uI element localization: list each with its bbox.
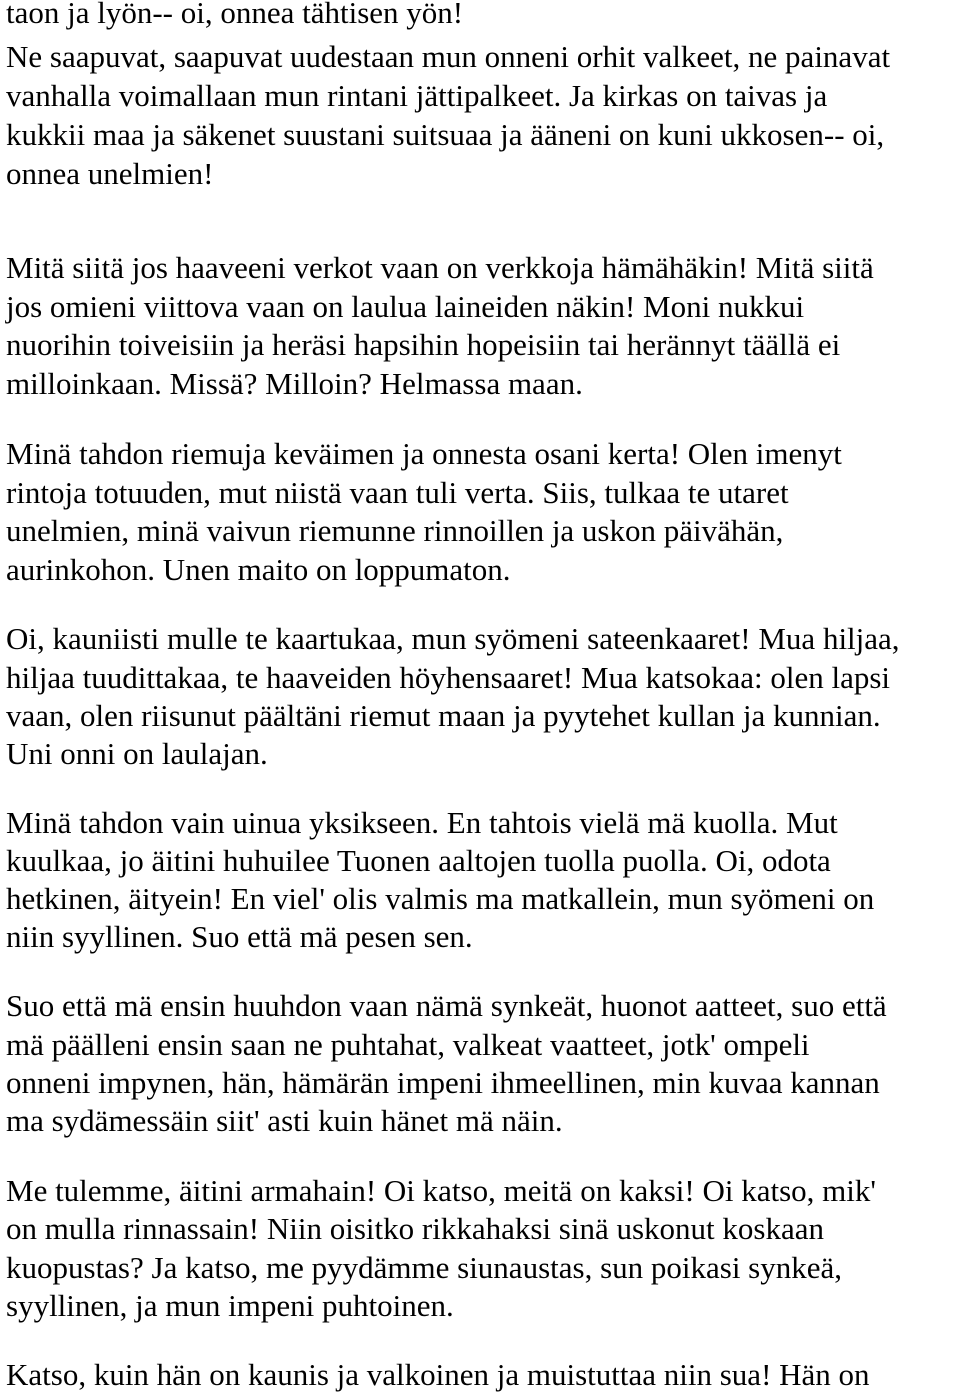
text-line: rintoja totuuden, mut niistä vaan tuli verta. Siis, tulkaa te utaret [6,475,789,510]
text-line: Katso, kuin hän on kaunis ja valkoinen ja muistuttaa niin sua! Hän on [6,1357,870,1392]
text-line: vaan, olen riisunut päältäni riemut maan ja pyytehet kullan ja kunnian. [6,698,881,733]
text-line: nuorihin toiveisiin ja heräsi hapsihin hopeisiin tai herännyt täällä ei [6,327,841,362]
text-line: Ne saapuvat, saapuvat uudestaan mun onneni orhit valkeet, ne painavat [6,39,891,74]
text-line: taon ja lyön-- oi, onnea tähtisen yön! [6,0,464,30]
text-line: onnea unelmien! [6,156,214,191]
text-line: Suo että mä ensin huuhdon vaan nämä synkeät, huonot aatteet, suo että [6,988,887,1023]
text-line: Uni onni on laulajan. [6,736,268,771]
text-line: onneni impynen, hän, hämärän impeni ihmeellinen, min kuvaa kannan [6,1065,880,1100]
text-line: hiljaa tuudittakaa, te haaveiden höyhensaaret! Mua katsokaa: olen lapsi [6,660,891,695]
text-line: aurinkohon. Unen maito on loppumaton. [6,552,511,587]
text-line: niin syyllinen. Suo että mä pesen sen. [6,919,473,954]
text-line: unelmien, minä vaivun riemunne rinnoillen ja uskon päivähän, [6,513,784,548]
text-line: Minä tahdon riemuja keväimen ja onnesta osani kerta! Olen imenyt [6,436,842,471]
text-line: kukkii maa ja säkenet suustani suitsuaa ja ääneni on kuni ukkosen-- oi, [6,117,885,152]
text-line: mä päälleni ensin saan ne puhtahat, valkeat vaatteet, jotk' ompeli [6,1027,810,1062]
text-line: kuopustas? Ja katso, me pyydämme siunaustas, sun poikasi synkeä, [6,1250,843,1285]
text-line: Minä tahdon vain uinua yksikseen. En tahtois vielä mä kuolla. Mut [6,805,838,840]
text-line: jos omieni viittova vaan on laulua laineiden näkin! Moni nukkui [6,289,805,324]
text-line: Oi, kauniisti mulle te kaartukaa, mun syömeni sateenkaaret! Mua hiljaa, [6,621,900,656]
text-line: ma sydämessäin siit' asti kuin hänet mä näin. [6,1103,563,1138]
text-line: kuulkaa, jo äitini huhuilee Tuonen aaltojen tuolla puolla. Oi, odota [6,843,831,878]
text-line: on mulla rinnassain! Niin oisitko rikkahaksi sinä uskonut koskaan [6,1211,824,1246]
text-line: milloinkaan. Missä? Milloin? Helmassa maan. [6,366,583,401]
text-line: Mitä siitä jos haaveeni verkot vaan on verkkoja hämähäkin! Mitä siitä [6,250,874,285]
text-line: vanhalla voimallaan mun rintani jättipalkeet. Ja kirkas on taivas ja [6,78,828,113]
text-line: Me tulemme, äitini armahain! Oi katso, meitä on kaksi! Oi katso, mik' [6,1173,876,1208]
text-line: syyllinen, ja mun impeni puhtoinen. [6,1288,454,1323]
text-line: hetkinen, äityein! En viel' olis valmis ma matkallein, mun syömeni on [6,881,875,916]
